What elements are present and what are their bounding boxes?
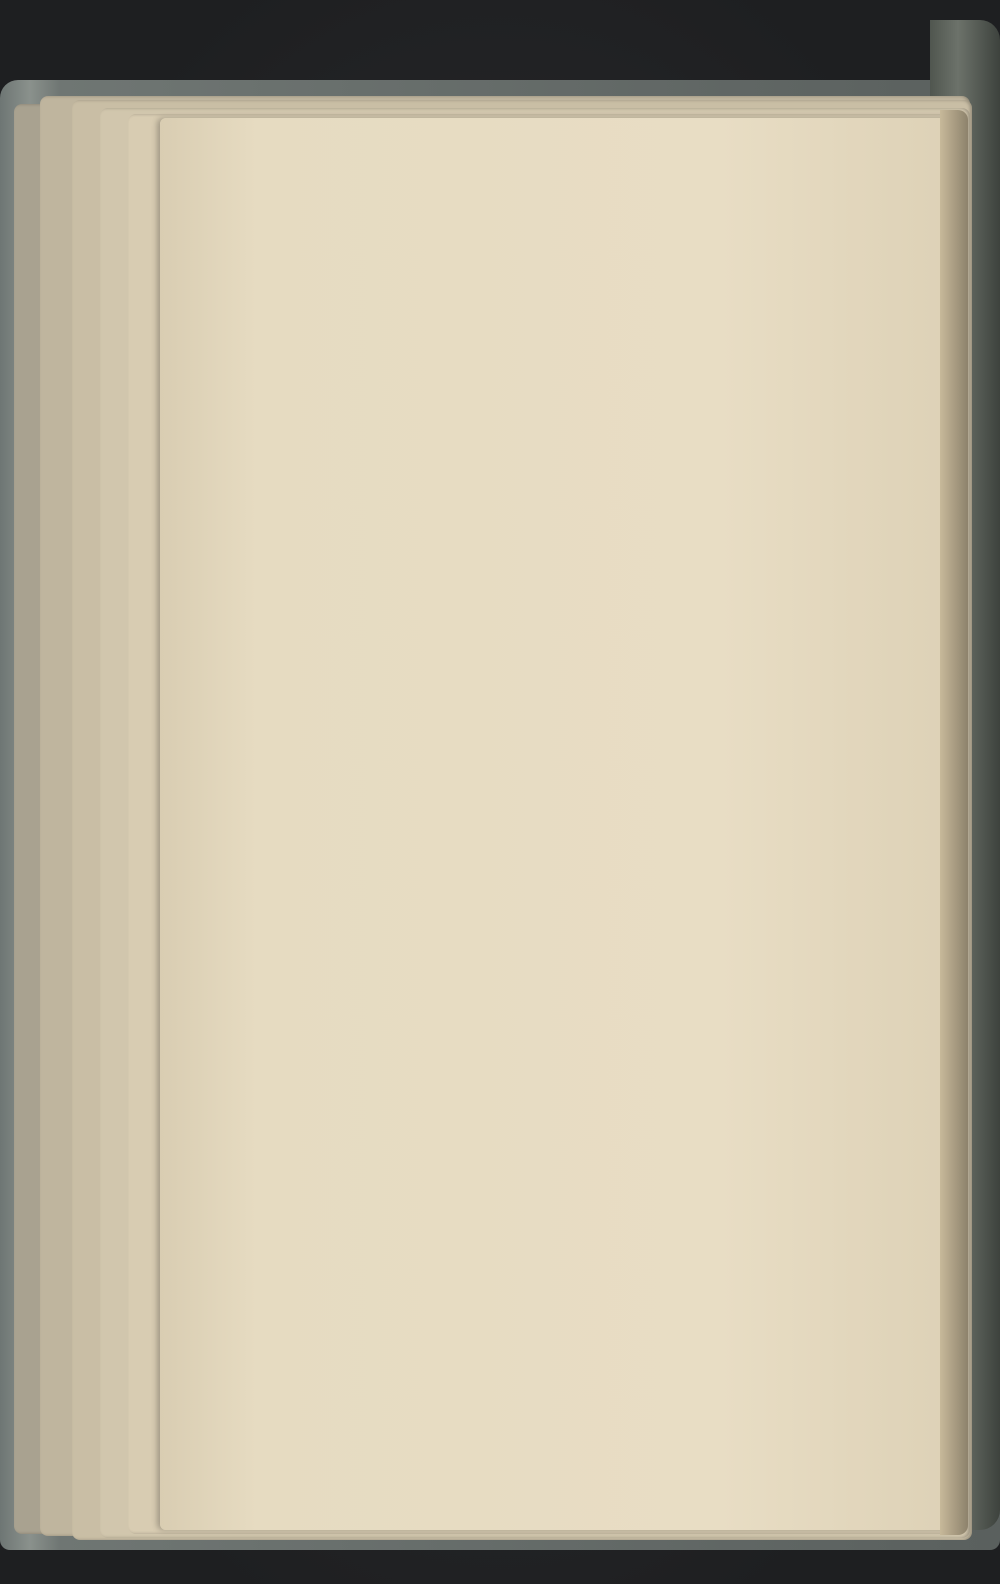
running-head — [316, 168, 776, 214]
line-135 — [354, 390, 926, 430]
